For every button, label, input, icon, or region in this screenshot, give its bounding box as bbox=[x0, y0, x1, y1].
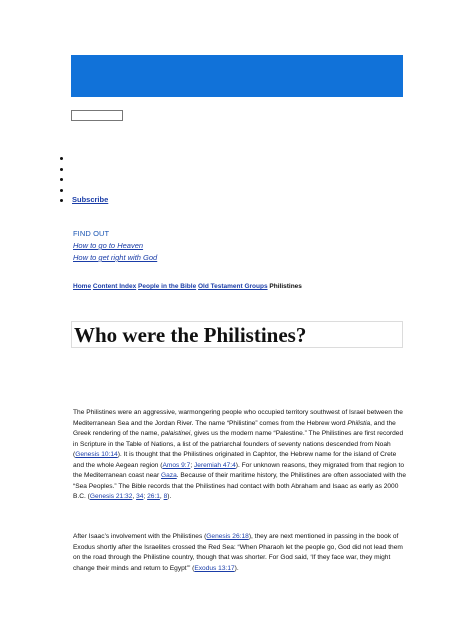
breadcrumb-old-testament-groups[interactable]: Old Testament Groups bbox=[198, 283, 268, 290]
nav-list-item bbox=[60, 164, 108, 175]
nav-list-item bbox=[60, 174, 108, 185]
right-with-god-link[interactable]: How to get right with God bbox=[73, 253, 158, 262]
breadcrumb bbox=[73, 283, 302, 290]
scripture-link[interactable]: Genesis 10:14 bbox=[75, 451, 118, 458]
paragraph-text: , gives us the modern name “Palestine.” The Philistines are first recorded in Scripture in the Table of Nations, a list of the patriarchal founders of seventy nations descended from Noah ( bbox=[73, 430, 404, 458]
breadcrumb-current: Philistines bbox=[269, 283, 302, 290]
subscribe-link[interactable]: Subscribe bbox=[72, 195, 109, 204]
scripture-link[interactable]: Jeremiah 47:4 bbox=[193, 461, 236, 469]
article-paragraph-2 bbox=[73, 532, 408, 574]
scripture-link[interactable]: 26:1 bbox=[147, 493, 160, 500]
article-paragraph-1 bbox=[73, 408, 408, 503]
header-banner bbox=[71, 55, 403, 97]
heaven-link[interactable]: How to go to Heaven bbox=[73, 241, 144, 250]
paragraph-text: ). It is thought that the Philistines originated in Caphtor, the Hebrew name for the island of Crete and the whole Aegean region ( bbox=[73, 451, 397, 469]
paragraph-text: ; bbox=[143, 493, 148, 500]
paragraph-text: ). bbox=[234, 564, 239, 572]
paragraph-text: , and the Greek rendering of the name, bbox=[73, 419, 396, 437]
paragraph-text: ; bbox=[190, 461, 194, 469]
breadcrumb-content-index[interactable]: Content Index bbox=[92, 283, 137, 290]
paragraph-text: . Because of their maritime history, the Philistines are often associated with the “Sea Peoples.” The Bible records that the Philistines had contact with both Abraham and Isaac as early as 2000 B.C. ( bbox=[73, 472, 407, 500]
gaza-link[interactable]: Gaza bbox=[160, 472, 177, 479]
hebrew-term: Philistia bbox=[347, 419, 371, 427]
find-out-heading: FIND OUT bbox=[73, 229, 110, 238]
paragraph-text: The Philistines were an aggressive, warmongering people who occupied territory southwest of Israel between the Mediterranean Sea and the Jordan River. The name “Philistine” comes from the Hebrew word bbox=[73, 409, 403, 427]
scripture-link[interactable]: Amos 9:7 bbox=[162, 461, 191, 469]
breadcrumb-home[interactable]: Home bbox=[73, 283, 92, 290]
breadcrumb-people-in-the-bible[interactable]: People in the Bible bbox=[138, 283, 197, 290]
nav-list-item bbox=[60, 185, 108, 196]
scripture-link[interactable]: 34 bbox=[136, 493, 144, 500]
paragraph-text: ). bbox=[167, 493, 172, 500]
nav-list-item-subscribe bbox=[60, 195, 108, 206]
scripture-link[interactable]: 8 bbox=[163, 493, 168, 500]
page-title: Who were the Philistines? bbox=[74, 323, 307, 347]
paragraph-text: ). For unknown reasons, they migrated from that region to the Mediterranean coast near bbox=[73, 461, 405, 479]
greek-term: palaistinei bbox=[160, 430, 191, 437]
paragraph-text: , bbox=[159, 493, 164, 500]
paragraph-text: After Isaac’s involvement with the Philistines ( bbox=[73, 533, 207, 540]
scripture-link[interactable]: Genesis 21:32 bbox=[89, 493, 133, 500]
nav-list bbox=[60, 153, 108, 206]
title-box bbox=[71, 321, 403, 348]
scripture-link[interactable]: Exodus 13:17 bbox=[194, 564, 235, 572]
paragraph-text: , bbox=[132, 493, 137, 500]
paragraph-text: ), they are next mentioned in passing in the book of Exodus shortly after the Israelites crossed the Red Sea: “When Pharaoh let the people go, God did not lead them on the road through the Philistine country, though that was shorter. For God said, ‘If they face war, they might change their minds and return to Egypt’” ( bbox=[73, 533, 403, 572]
nav-list-item bbox=[60, 153, 108, 164]
scripture-link[interactable]: Genesis 26:18 bbox=[206, 533, 249, 540]
search-input[interactable] bbox=[71, 110, 123, 121]
